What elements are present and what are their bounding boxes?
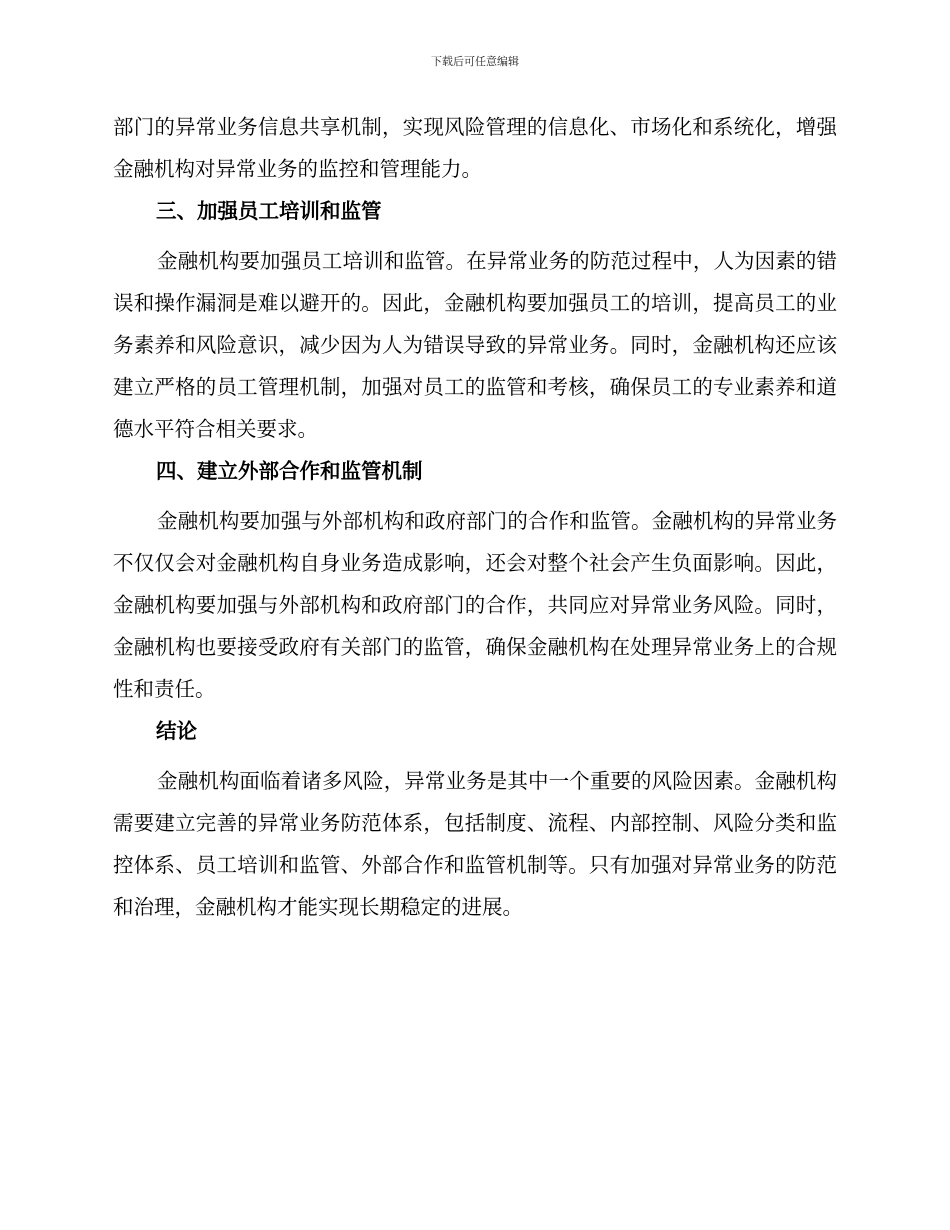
- section-heading-conclusion: 结论: [156, 719, 197, 743]
- section-heading-3: 三、加强员工培训和监管: [156, 199, 382, 223]
- document-body: [113, 106, 837, 928]
- paragraph-continuation: 部门的异常业务信息共享机制，实现风险管理的信息化、市场化和系统化，增强金融机构对异常业务的监控和管理能力。: [113, 115, 837, 181]
- paragraph-staff-training: 金融机构要加强员工培训和监管。在异常业务的防范过程中，人为因素的错误和操作漏洞是难以避开的。因此，金融机构要加强员工的培训，提高员工的业务素养和风险意识，减少因为人为错误导致的异常业务。同时，金融机构还应该建立严格的员工管理机制，加强对员工的监管和考核，确保员工的专业素养和道德水平符合相关要求。: [113, 249, 837, 441]
- section-heading-4: 四、建立外部合作和监管机制: [156, 459, 423, 483]
- paragraph-external-cooperation: 金融机构要加强与外部机构和政府部门的合作和监管。金融机构的异常业务不仅仅会对金融机构自身业务造成影响，还会对整个社会产生负面影响。因此，金融机构要加强与外部机构和政府部门的合作，共同应对异常业务风险。同时，金融机构也要接受政府有关部门的监管，确保金融机构在处理异常业务上的合规性和责任。: [113, 509, 837, 701]
- page-header: 下载后可任意编辑: [431, 55, 519, 68]
- paragraph-conclusion: 金融机构面临着诸多风险，异常业务是其中一个重要的风险因素。金融机构需要建立完善的异常业务防范体系，包括制度、流程、内部控制、风险分类和监控体系、员工培训和监管、外部合作和监管机制等。只有加强对异常业务的防范和治理，金融机构才能实现长期稳定的进展。: [113, 769, 837, 919]
